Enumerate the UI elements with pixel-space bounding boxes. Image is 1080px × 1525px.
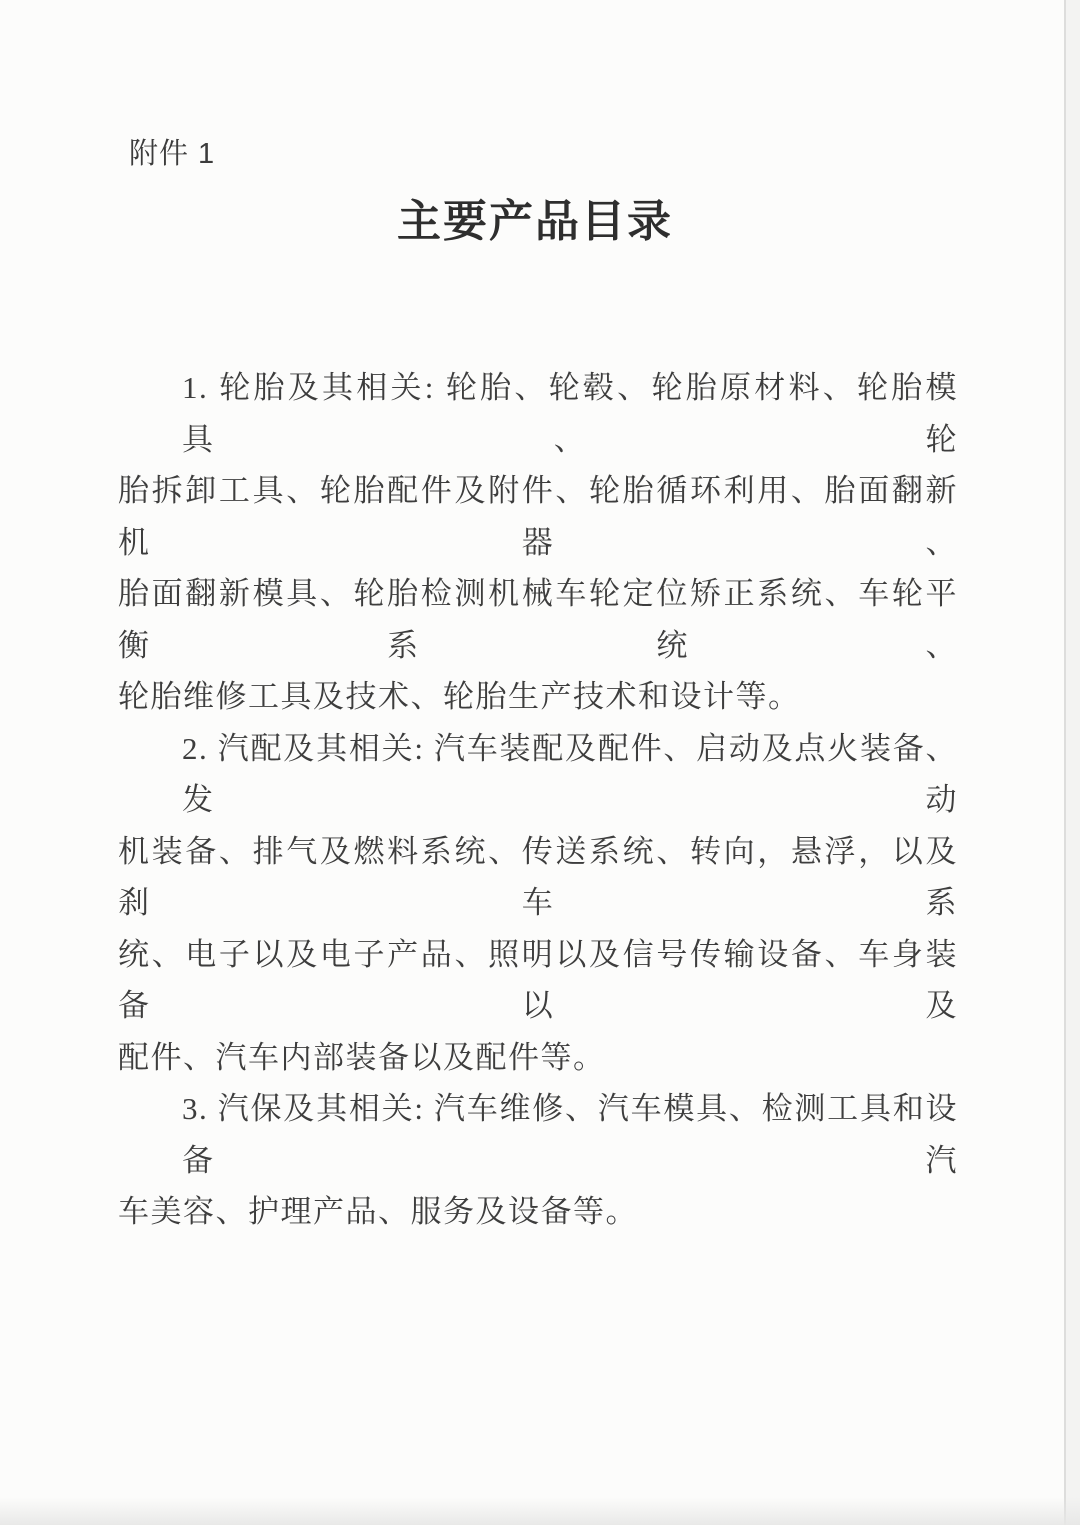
paragraph-2-line-1: 2. 汽配及其相关: 汽车装配及配件、启动及点火装备、发动 (182, 730, 958, 817)
paragraph-3-line-1: 3. 汽保及其相关: 汽车维修、汽车模具、检测工具和设备汽 (182, 1091, 958, 1178)
scan-edge-bottom (0, 1497, 1080, 1525)
paragraph-2-line-3: 统、电子以及电子产品、照明以及信号传输设备、车身装备以及 (118, 936, 958, 1023)
paragraph-1-line-1: 1. 轮胎及其相关: 轮胎、轮毂、轮胎原材料、轮胎模具、轮 (182, 370, 958, 457)
attachment-label: 附件 1 (129, 138, 216, 170)
paragraph-1-line-4: 轮胎维修工具及技术、轮胎生产技术和设计等。 (118, 679, 801, 714)
paragraph-2-line-2: 机装备、排气及燃料系统、传送系统、转向，悬浮，以及刹车系 (118, 833, 958, 920)
paragraph-1-line-2: 胎拆卸工具、轮胎配件及附件、轮胎循环利用、胎面翻新机器、 (118, 473, 958, 560)
document-title: 主要产品目录 (397, 197, 673, 246)
paragraph-1-line-3: 胎面翻新模具、轮胎检测机械车轮定位矫正系统、车轮平衡系统、 (118, 576, 958, 663)
paragraph-2-line-4: 配件、汽车内部装备以及配件等。 (118, 1039, 606, 1075)
document-body (118, 362, 958, 1238)
scan-edge-right (1064, 0, 1080, 1525)
paragraph-3-line-2: 车美容、护理产品、服务及设备等。 (118, 1194, 638, 1229)
